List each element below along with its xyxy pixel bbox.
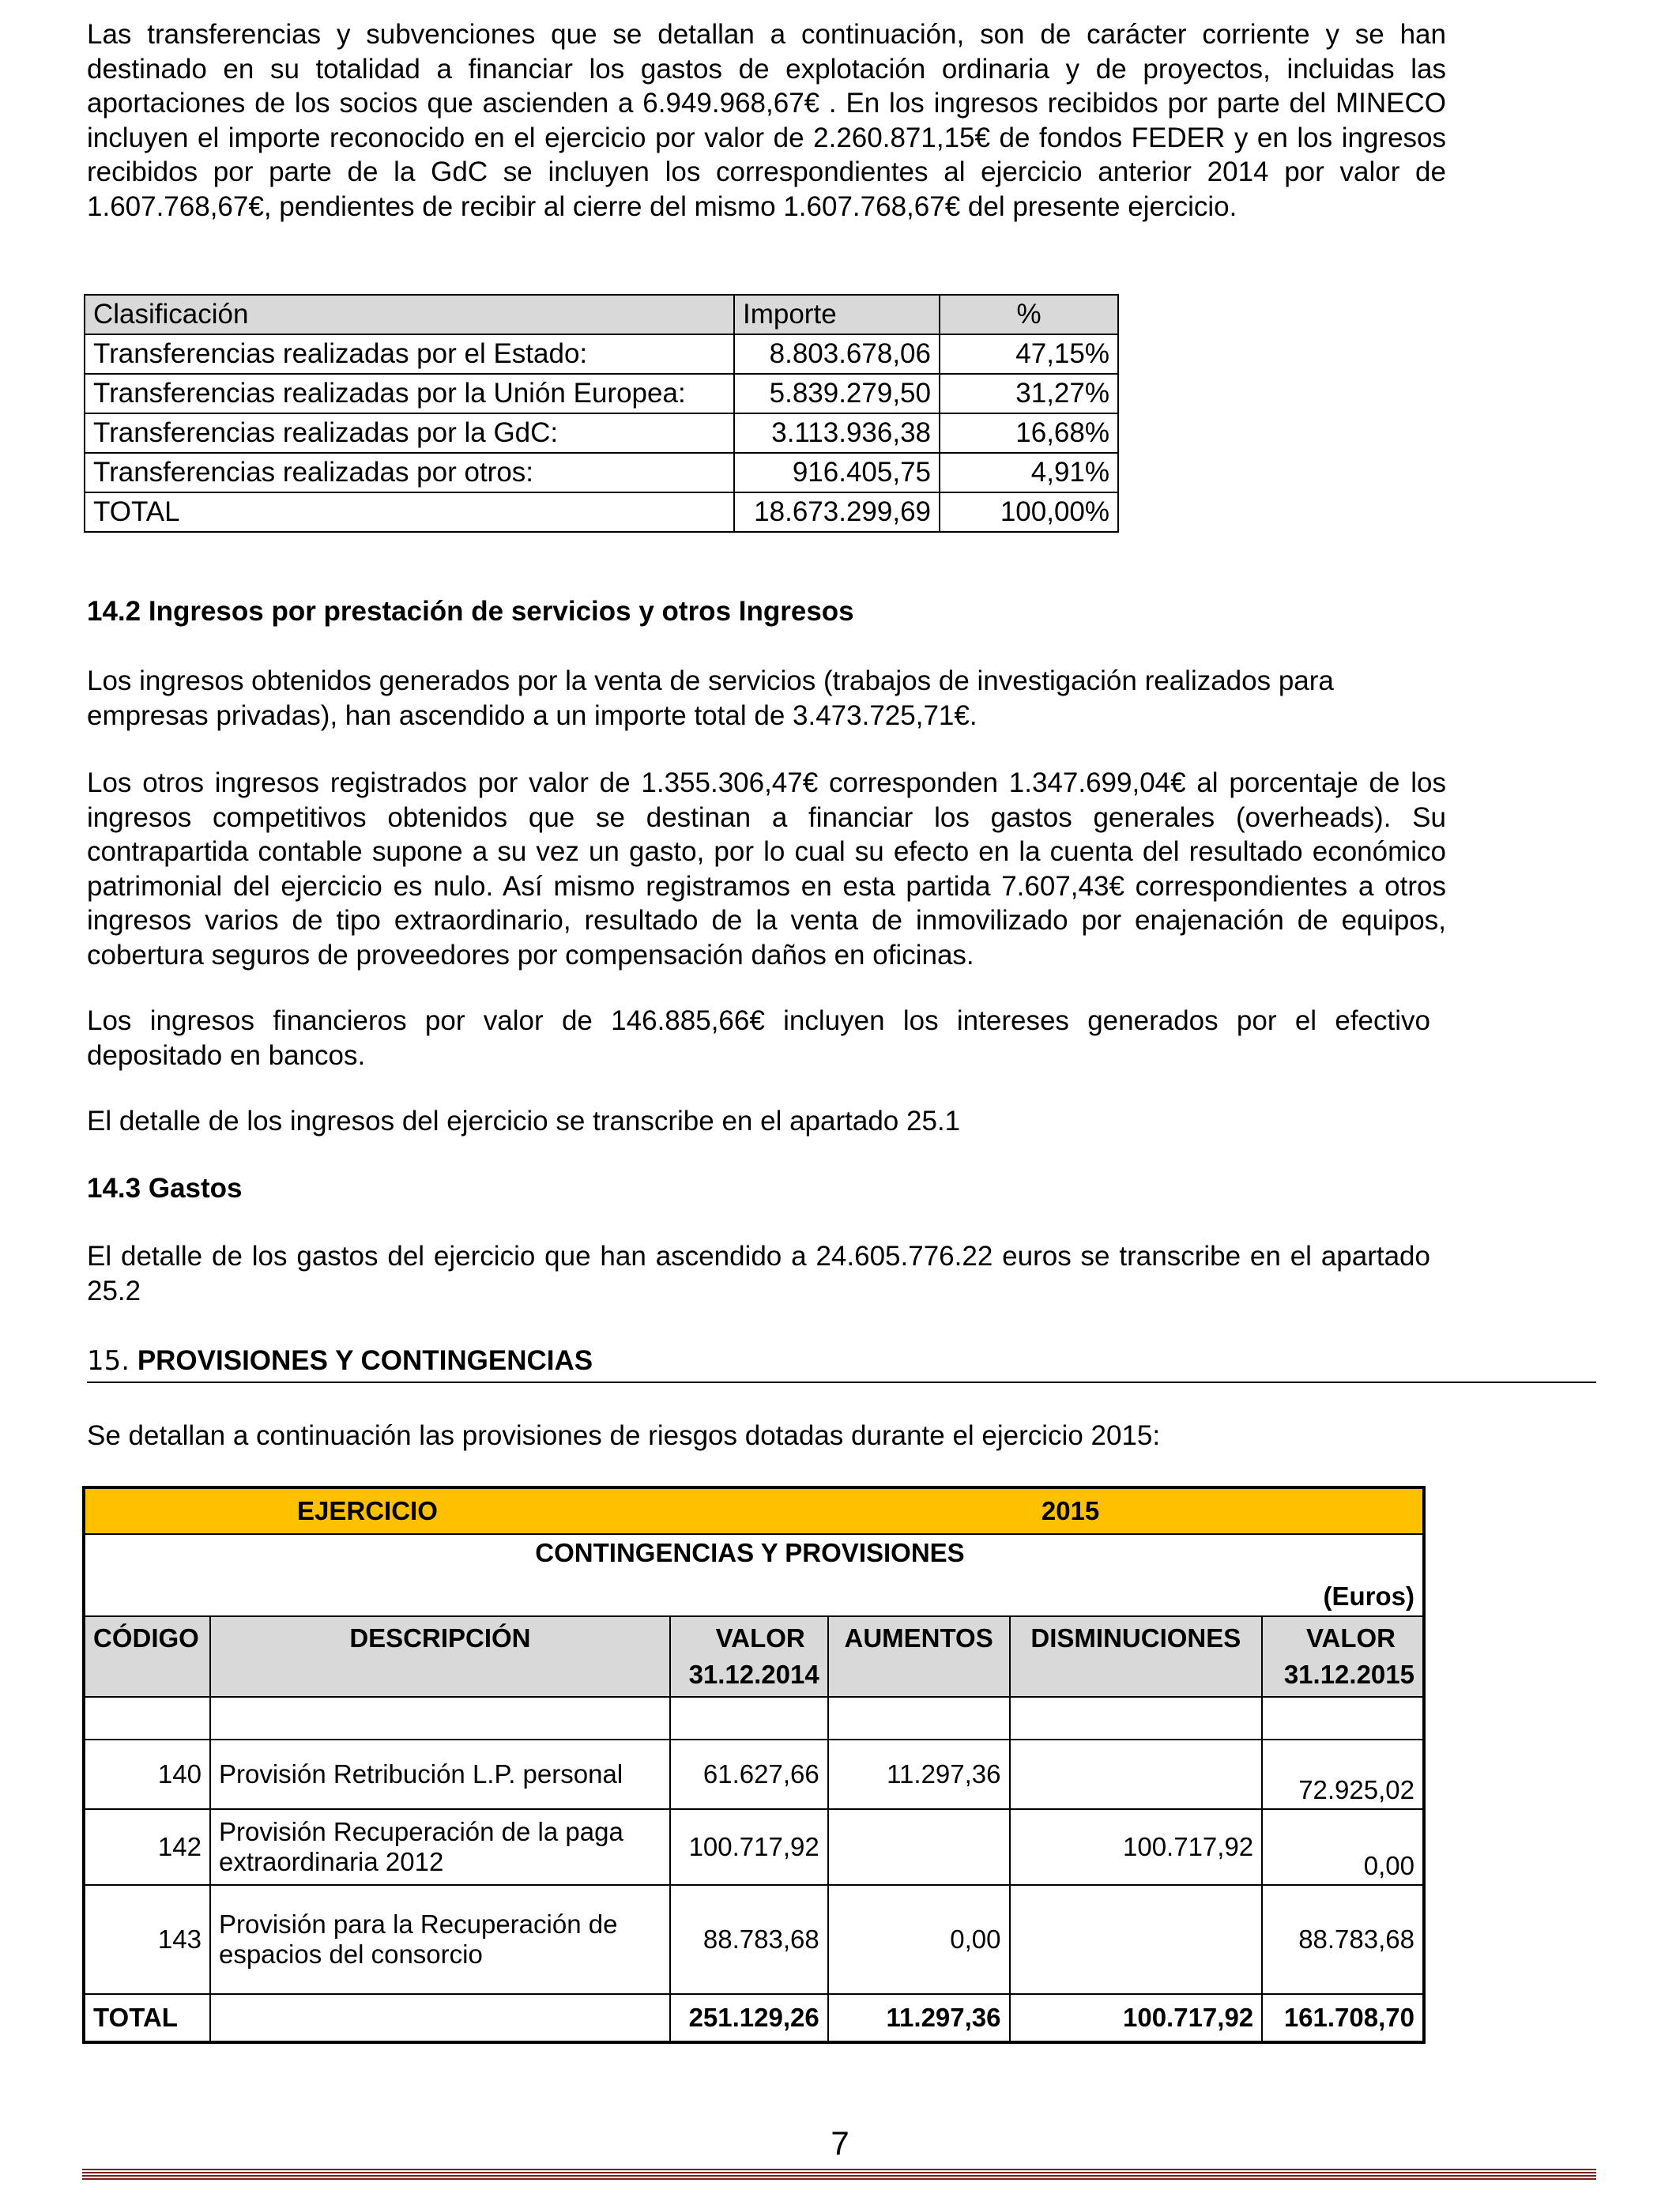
provisions-title: CONTINGENCIAS Y PROVISIONES (84, 1534, 1424, 1578)
provision-code: 140 (84, 1740, 210, 1809)
transfer-label: Transferencias realizadas por otros: (85, 453, 734, 492)
provisions-unit-row (84, 1578, 1424, 1616)
transfer-header-importe: Importe (734, 295, 940, 334)
section-14-2-heading: 14.2 Ingresos por prestación de servicios y otros Ingresos (87, 596, 854, 627)
transfer-header-clasificacion: Clasificación (85, 295, 734, 334)
blank-cell (670, 1697, 828, 1740)
transfer-total-amount: 18.673.299,69 (734, 492, 940, 532)
provisions-total-row (84, 1994, 1424, 2042)
section-15-title: PROVISIONES Y CONTINGENCIAS (137, 1345, 593, 1376)
transfer-total-pct: 100,00% (940, 492, 1118, 532)
transfer-table-header (85, 295, 1118, 334)
section-15-intro: Se detallan a continuación las provisiones de riesgos dotadas durante el ejercicio 2015: (87, 1420, 1161, 1451)
provision-code: 142 (84, 1809, 210, 1885)
transfer-header-pct: % (940, 295, 1118, 334)
provisions-col-disminuciones: DISMINUCIONES (1010, 1616, 1263, 1697)
blank-cell (1010, 1697, 1263, 1740)
provisions-blank-row (84, 1697, 1424, 1740)
provision-aum (828, 1809, 1010, 1885)
provision-dis: 100.717,92 (1010, 1809, 1263, 1885)
section-14-3-heading: 14.3 Gastos (87, 1173, 243, 1204)
provisions-title-row (84, 1534, 1424, 1578)
provisions-col-valor-ini (670, 1616, 828, 1697)
provisions-col-valor-ini-label: VALOR (715, 1623, 805, 1653)
blank-cell (84, 1697, 210, 1740)
intro-paragraph: Las transferencias y subvenciones que se detallan a continuación, son de carácter corriente y se han destinado en su totalidad a financiar los gastos de explotación ordinaria y de proyectos, incluidas las aportaciones de los socios que ascienden a 6.949.968,67€ . En los ingresos recibidos por parte del MINECO incluyen el importe reconocido en el ejercicio por valor de 2.260.871,15€ de fondos FEDER y en los ingresos recibidos por parte de la GdC se incluyen los correspondientes al ejercicio anterior 2014 por valor de 1.607.768,67€, pendientes de recibir al cierre del mismo 1.607.768,67€ del presente ejercicio. (87, 19, 1446, 222)
provision-desc: Provisión Recuperación de la paga extraordinaria 2012 (210, 1809, 670, 1885)
transfer-pct: 4,91% (940, 453, 1118, 492)
table-row (85, 453, 1118, 492)
provision-dis (1010, 1740, 1263, 1809)
section-15-number: 15. (87, 1345, 130, 1377)
provisions-year-label: EJERCICIO (84, 1487, 670, 1534)
provisions-total-fin: 161.708,70 (1262, 1994, 1424, 2042)
table-row (85, 334, 1118, 374)
provision-fin: 0,00 (1262, 1809, 1424, 1885)
provision-fin: 88.783,68 (1262, 1885, 1424, 1994)
page-number: 7 (831, 2124, 849, 2162)
transfer-label: Transferencias realizadas por la GdC: (85, 413, 734, 453)
transfer-amount: 916.405,75 (734, 453, 940, 492)
transfer-table (84, 294, 1119, 533)
table-row (84, 1809, 1424, 1885)
provision-desc: Provisión para la Recuperación de espacios del consorcio (210, 1885, 670, 1994)
provisions-col-valor-fin-label: VALOR (1305, 1623, 1396, 1653)
provision-code: 143 (84, 1885, 210, 1994)
transfer-amount: 8.803.678,06 (734, 334, 940, 374)
provision-desc: Provisión Retribución L.P. personal (210, 1740, 670, 1809)
transfer-label: Transferencias realizadas por la Unión Europea: (85, 374, 734, 413)
provisions-col-valor-ini-date: 31.12.2014 (688, 1660, 819, 1689)
transfer-total-row (85, 492, 1118, 532)
transfer-pct: 16,68% (940, 413, 1118, 453)
provisions-col-valor-fin (1262, 1616, 1424, 1697)
section-15-heading (87, 1344, 1596, 1383)
provision-ini: 61.627,66 (670, 1740, 828, 1809)
transfer-amount: 5.839.279,50 (734, 374, 940, 413)
provisions-total-dis: 100.717,92 (1010, 1994, 1263, 2042)
table-row (84, 1740, 1424, 1809)
table-row (84, 1885, 1424, 1994)
transfer-amount: 3.113.936,38 (734, 413, 940, 453)
transfer-total-label: TOTAL (85, 492, 734, 532)
transfer-pct: 47,15% (940, 334, 1118, 374)
footer-rule (82, 2169, 1596, 2180)
provisions-table (82, 1486, 1426, 2044)
provision-aum: 0,00 (828, 1885, 1010, 1994)
provisions-header-row (84, 1616, 1424, 1697)
provisions-total-aum: 11.297,36 (828, 1994, 1010, 2042)
provisions-col-descripcion: DESCRIPCIÓN (210, 1616, 670, 1697)
transfer-pct: 31,27% (940, 374, 1118, 413)
blank-cell (210, 1697, 670, 1740)
provision-ini: 100.717,92 (670, 1809, 828, 1885)
section-14-2-paragraph-3: Los ingresos financieros por valor de 146.885,66€ incluyen los intereses generados por el efectivo depositado en bancos. (87, 1005, 1430, 1071)
provisions-year-value: 2015 (670, 1487, 1424, 1534)
section-14-3-paragraph: El detalle de los gastos del ejercicio que han ascendido a 24.605.776.22 euros se transcribe en el apartado 25.2 (87, 1241, 1430, 1306)
provisions-col-aumentos: AUMENTOS (828, 1616, 1010, 1697)
section-14-2-paragraph-4: El detalle de los ingresos del ejercicio se transcribe en el apartado 25.1 (87, 1106, 961, 1137)
provision-ini: 88.783,68 (670, 1885, 828, 1994)
transfer-label: Transferencias realizadas por el Estado: (85, 334, 734, 374)
section-14-2-paragraph-2: Los otros ingresos registrados por valor de 1.355.306,47€ corresponden 1.347.699,04€ al porcentaje de los ingresos competitivos obtenidos que se destinan a financiar los gastos generales (overheads). Su contrapartida contable supone a su vez un gasto, por lo cual su efecto en la cuenta del resultado económico patrimonial del ejercicio es nulo. Así mismo registramos en esta partida 7.607,43€ correspondientes a otros ingresos varios de tipo extraordinario, resultado de la venta de inmovilizado por enajenación de equipos, cobertura seguros de proveedores por compensación daños en oficinas. (87, 767, 1446, 971)
provisions-col-valor-fin-date: 31.12.2015 (1283, 1660, 1414, 1689)
blank-cell (210, 1994, 670, 2042)
blank-cell (1262, 1697, 1424, 1740)
section-14-2-paragraph-1: Los ingresos obtenidos generados por la venta de servicios (trabajos de investigación realizados para empresas privadas), han ascendido a un importe total de 3.473.725,71€. (87, 665, 1334, 731)
provisions-total-ini: 251.129,26 (670, 1994, 828, 2042)
provisions-col-codigo: CÓDIGO (84, 1616, 210, 1697)
blank-cell (828, 1697, 1010, 1740)
provisions-year-row (84, 1487, 1424, 1534)
table-row (85, 413, 1118, 453)
table-row (85, 374, 1118, 413)
provision-fin: 72.925,02 (1262, 1740, 1424, 1809)
provision-dis (1010, 1885, 1263, 1994)
provisions-total-label: TOTAL (84, 1994, 210, 2042)
provision-aum: 11.297,36 (828, 1740, 1010, 1809)
provisions-unit: (Euros) (84, 1578, 1424, 1616)
